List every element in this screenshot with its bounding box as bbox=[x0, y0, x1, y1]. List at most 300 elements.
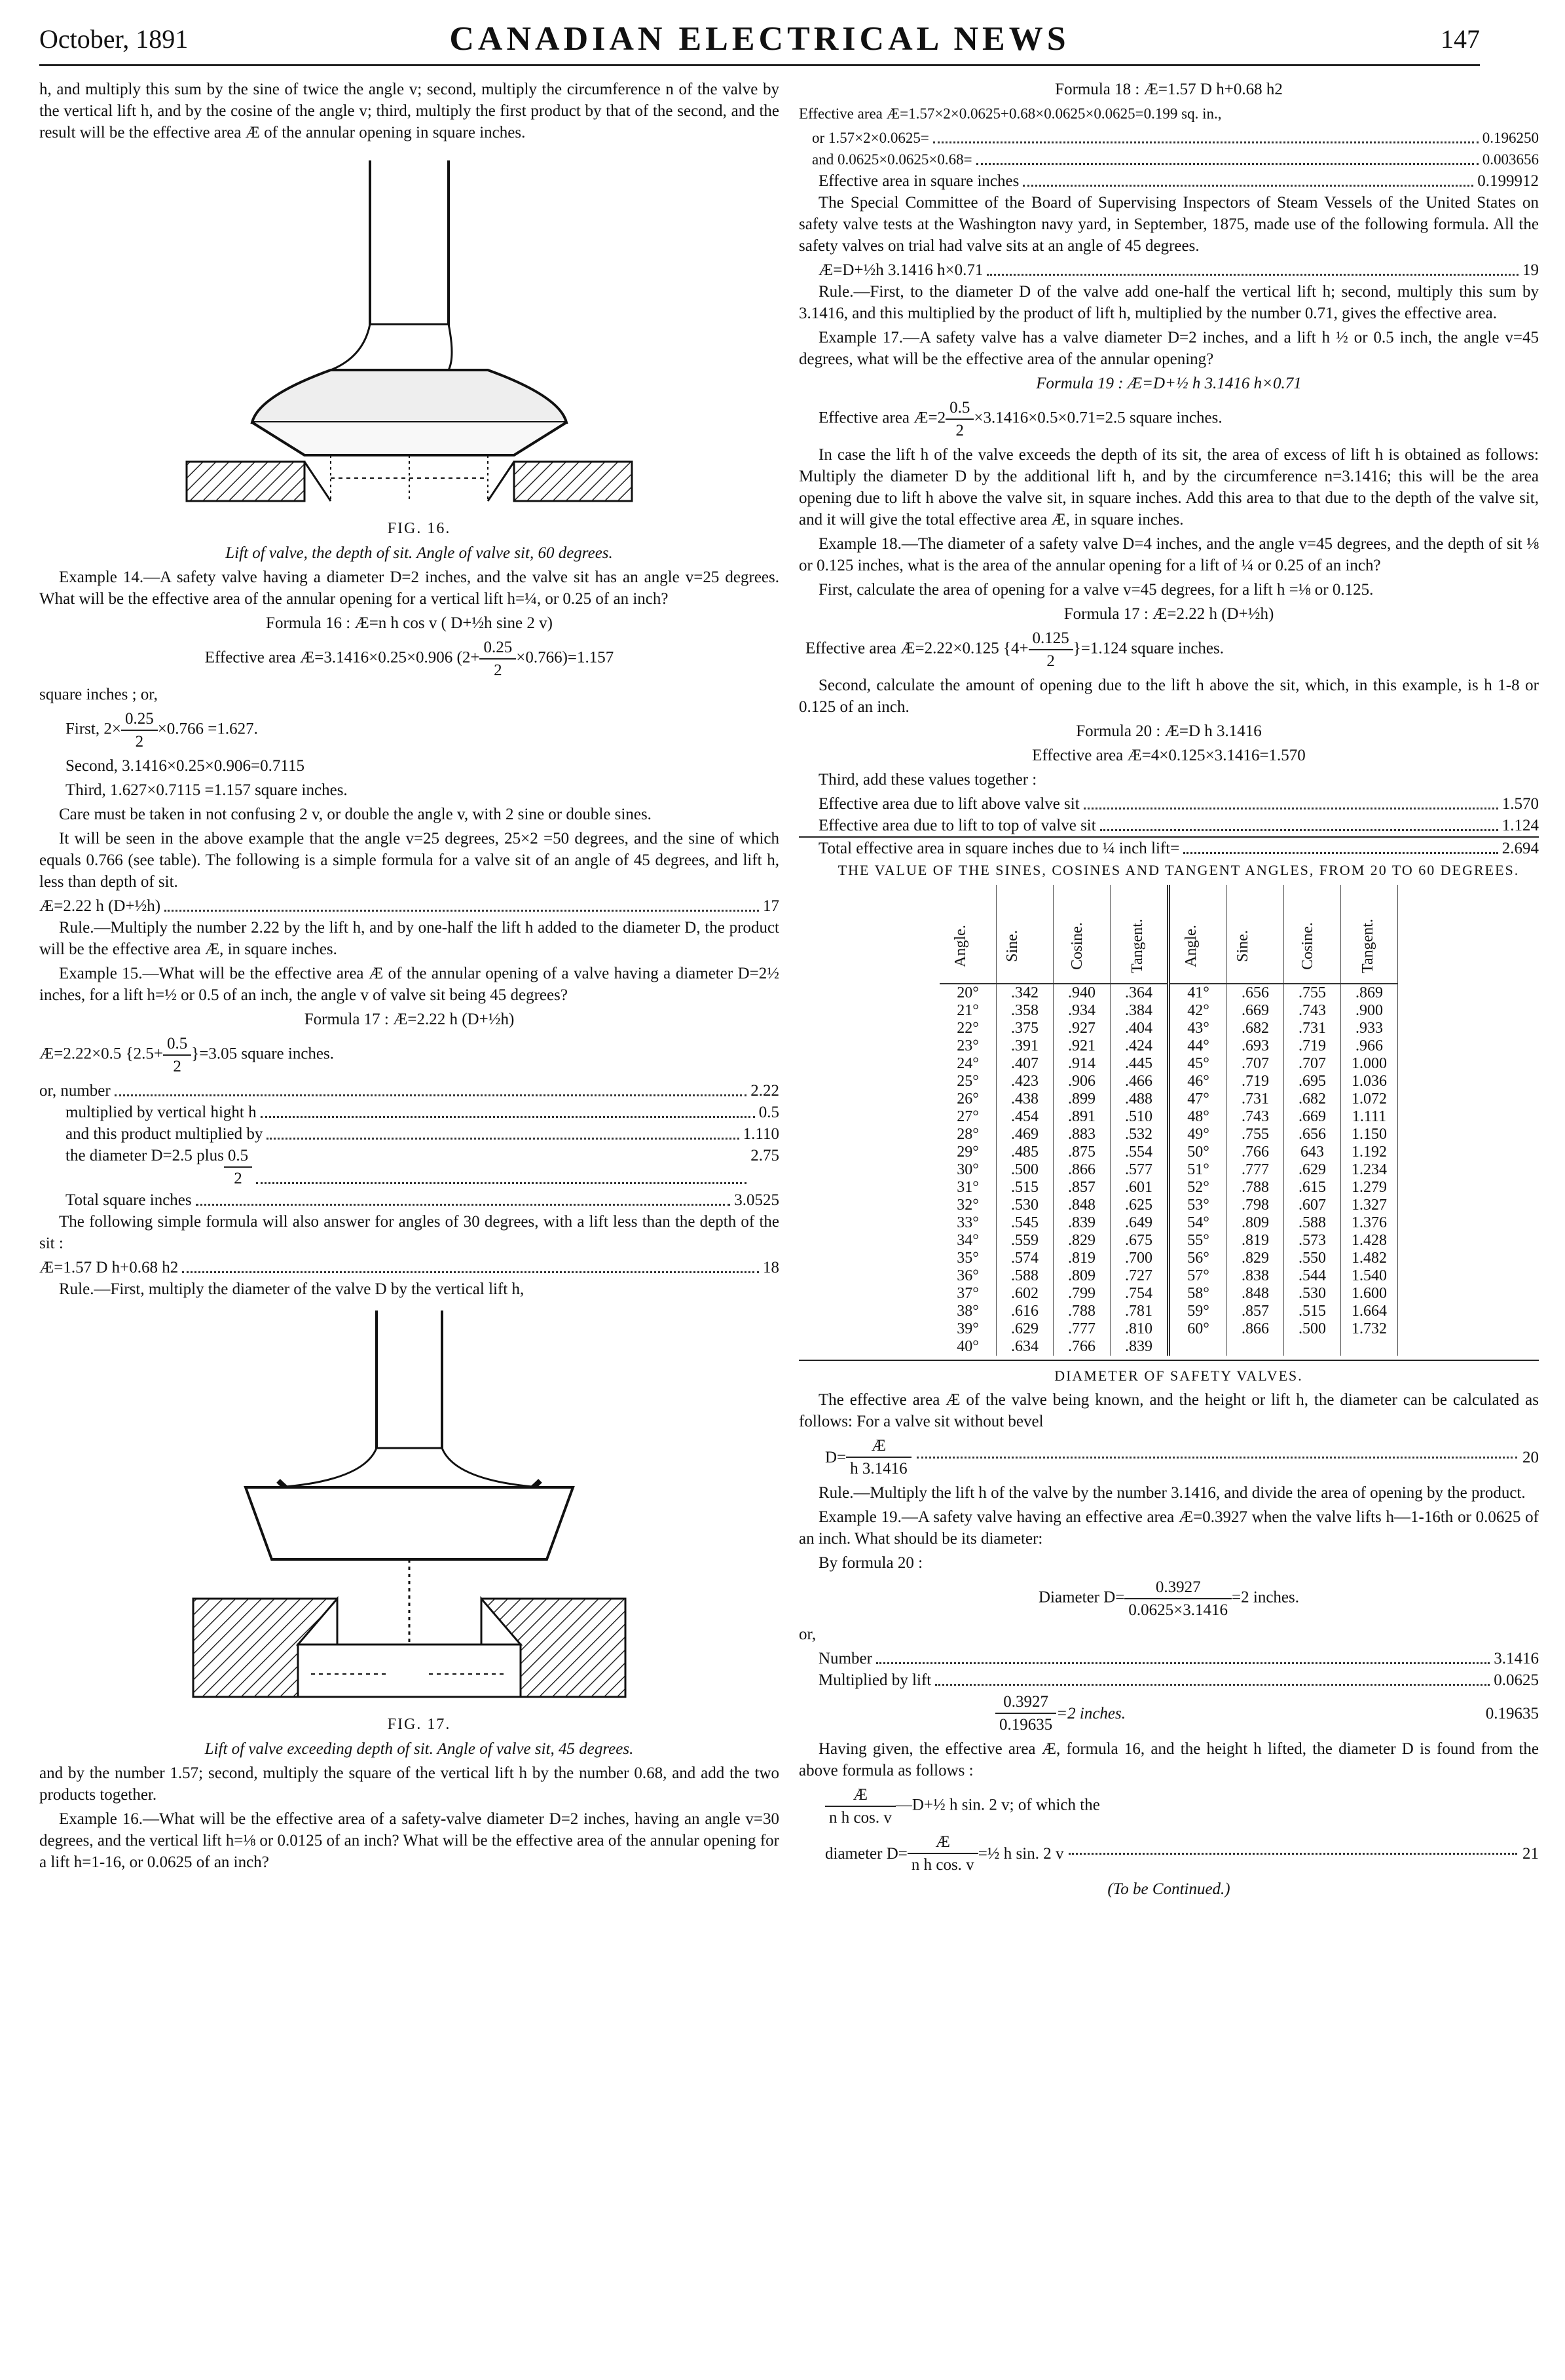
formula-20b bbox=[799, 1435, 1539, 1479]
table-cell: .682 bbox=[1227, 1020, 1284, 1037]
table-cell: .588 bbox=[997, 1267, 1054, 1285]
fraction bbox=[946, 397, 974, 441]
equation-part: —D+½ h sin. 2 v; of which the bbox=[895, 1796, 1100, 1814]
fraction bbox=[846, 1435, 911, 1479]
table-cell: .707 bbox=[1284, 1055, 1341, 1073]
fraction bbox=[163, 1033, 191, 1077]
fraction-denominator: 2 bbox=[135, 733, 144, 751]
fraction bbox=[121, 708, 158, 753]
table-cell: 1.376 bbox=[1341, 1214, 1398, 1232]
table-cell: 59° bbox=[1169, 1303, 1227, 1320]
table-cell: .839 bbox=[1111, 1338, 1169, 1356]
table-cell: .625 bbox=[1111, 1197, 1169, 1214]
table-cell: .669 bbox=[1284, 1108, 1341, 1126]
fraction-numerator: 0.5 bbox=[946, 397, 974, 420]
table-cell: .601 bbox=[1111, 1179, 1169, 1197]
table-cell: .407 bbox=[997, 1055, 1054, 1073]
rule-17: Rule.—Multiply the number 2.22 by the lift h, and by one-half the lift h added to the diameter D, the product will be the effective area Æ, in square inches. bbox=[39, 919, 779, 958]
table-cell: .693 bbox=[1227, 1037, 1284, 1055]
table-cell: 40° bbox=[940, 1338, 997, 1356]
table-cell: .629 bbox=[997, 1320, 1054, 1338]
fraction-numerator: 0.125 bbox=[1029, 627, 1073, 650]
formula-18-line bbox=[39, 1257, 779, 1278]
section-heading: DIAMETER OF SAFETY VALVES. bbox=[799, 1360, 1539, 1386]
table-cell: 23° bbox=[940, 1037, 997, 1055]
table-cell: 1.192 bbox=[1341, 1144, 1398, 1161]
calc-line bbox=[799, 127, 1539, 149]
calc-total-line bbox=[799, 170, 1539, 192]
table-header: Angle. bbox=[940, 885, 997, 984]
table-cell: .466 bbox=[1111, 1073, 1169, 1090]
table-cell: 52° bbox=[1169, 1179, 1227, 1197]
fraction-numerator: Æ bbox=[825, 1784, 896, 1807]
table-cell: 1.111 bbox=[1341, 1108, 1398, 1126]
figure-17-valve-diagram bbox=[128, 1304, 691, 1710]
calc-line bbox=[799, 793, 1539, 815]
formula-number: 20 bbox=[1522, 1448, 1539, 1466]
rule-20: Rule.—Multiply the lift h of the valve by the number 3.1416, and divide the area of opening by the product. bbox=[819, 1484, 1526, 1502]
masthead-title: CANADIAN ELECTRICAL NEWS bbox=[449, 20, 1070, 58]
calc-label: Number bbox=[819, 1650, 872, 1667]
paragraph: Having given, the effective area Æ, formula 16, and the height h lifted, the diameter D is found from the above formula as follows : bbox=[799, 1740, 1539, 1779]
calc-line bbox=[39, 1102, 779, 1123]
table-cell: .755 bbox=[1227, 1126, 1284, 1144]
paragraph: Care must be taken in not confusing 2 v, or double the angle v, with 2 sine or double sines. bbox=[59, 806, 652, 823]
table-cell: 41° bbox=[1169, 984, 1227, 1002]
table-cell: .838 bbox=[1227, 1267, 1284, 1285]
table-cell: .629 bbox=[1284, 1161, 1341, 1179]
formula-number: 18 bbox=[763, 1259, 779, 1276]
fraction bbox=[479, 637, 516, 681]
formula-17-equation bbox=[39, 1033, 779, 1077]
table-row bbox=[940, 1020, 1398, 1037]
calc-label: multiplied by vertical hight h bbox=[65, 1104, 257, 1121]
table-cell: 39° bbox=[940, 1320, 997, 1338]
table-cell: 1.036 bbox=[1341, 1073, 1398, 1090]
table-cell: .682 bbox=[1284, 1090, 1341, 1108]
issue-date: October, 1891 bbox=[39, 24, 189, 54]
table-cell: .358 bbox=[997, 1002, 1054, 1020]
table-row bbox=[940, 1144, 1398, 1161]
table-row bbox=[940, 1002, 1398, 1020]
table-cell: .857 bbox=[1227, 1303, 1284, 1320]
table-cell: 46° bbox=[1169, 1073, 1227, 1090]
table-cell: .530 bbox=[1284, 1285, 1341, 1303]
table-cell: .545 bbox=[997, 1214, 1054, 1232]
formula-derivation-1 bbox=[799, 1784, 1539, 1829]
calc-label: or, number bbox=[39, 1082, 111, 1100]
equation-part: D= bbox=[825, 1448, 847, 1466]
calc-label: the diameter D=2.5 plus bbox=[65, 1147, 224, 1164]
table-cell: .809 bbox=[1227, 1214, 1284, 1232]
table-cell: .940 bbox=[1054, 984, 1111, 1002]
calc-value: 0.199912 bbox=[1477, 172, 1539, 190]
formula-number: 21 bbox=[1522, 1844, 1539, 1863]
example-14: Example 14.—A safety valve having a diameter D=2 inches, and the valve sit has an angle v=25 degrees. What will be the effective area of the annular opening for a vertical lift h=¼, or 0.25 of an inch? bbox=[39, 568, 779, 608]
table-cell: 53° bbox=[1169, 1197, 1227, 1214]
table-cell: .445 bbox=[1111, 1055, 1169, 1073]
formula-20-title: Formula 20 : Æ=D h 3.1416 bbox=[1076, 722, 1262, 740]
fraction bbox=[825, 1784, 896, 1829]
table-cell: .933 bbox=[1341, 1020, 1398, 1037]
calc-value: 3.1416 bbox=[1494, 1650, 1539, 1667]
table-cell: .781 bbox=[1111, 1303, 1169, 1320]
figure-17-number: FIG. 17. bbox=[387, 1716, 451, 1733]
table-header: Tangent. bbox=[1111, 885, 1169, 984]
table-header: Sine. bbox=[1227, 885, 1284, 984]
formula-number: 19 bbox=[1522, 261, 1539, 279]
formula-17-line bbox=[39, 895, 779, 917]
example-19: Example 19.—A safety valve having an effective area Æ=0.3927 when the valve lifts h—1-16th or 0.0625 of an inch. What should be its diameter: bbox=[799, 1508, 1539, 1548]
table-cell: .766 bbox=[1227, 1144, 1284, 1161]
table-cell: .695 bbox=[1284, 1073, 1341, 1090]
left-column bbox=[39, 79, 779, 1876]
fraction-denominator: 2 bbox=[173, 1058, 181, 1075]
calc-value: 2.75 bbox=[750, 1147, 779, 1164]
example-15: Example 15.—What will be the effective area Æ of the annular opening of a valve having a diameter D=2½ inches, for a lift h=½ or 0.5 of an inch, the angle v of valve sit being 45 degrees? bbox=[39, 965, 779, 1004]
formula-21 bbox=[799, 1831, 1539, 1876]
paragraph: The following simple formula will also answer for angles of 30 degrees, with a lift less than the depth of the sit : bbox=[39, 1213, 779, 1252]
table-cell: .454 bbox=[997, 1108, 1054, 1126]
table-row bbox=[940, 1197, 1398, 1214]
table-cell: .700 bbox=[1111, 1250, 1169, 1267]
equation-part: }=1.124 square inches. bbox=[1073, 639, 1224, 658]
fraction-numerator: Æ bbox=[908, 1831, 978, 1854]
table-cell: .669 bbox=[1227, 1002, 1284, 1020]
table-cell: 60° bbox=[1169, 1320, 1227, 1338]
rule-18: Rule.—First, multiply the diameter of the valve D by the vertical lift h, bbox=[59, 1280, 525, 1298]
table-header: Sine. bbox=[997, 885, 1054, 984]
table-cell: .532 bbox=[1111, 1126, 1169, 1144]
figure-16-number: FIG. 16. bbox=[387, 520, 451, 537]
table-cell: .577 bbox=[1111, 1161, 1169, 1179]
table-cell: 26° bbox=[940, 1090, 997, 1108]
trig-table bbox=[940, 885, 1398, 1356]
diameter-equation bbox=[799, 1576, 1539, 1621]
calc-line bbox=[39, 1123, 779, 1145]
table-cell: 48° bbox=[1169, 1108, 1227, 1126]
fraction bbox=[908, 1831, 978, 1876]
table-cell: .485 bbox=[997, 1144, 1054, 1161]
table-cell: .424 bbox=[1111, 1037, 1169, 1055]
equation-part: diameter D= bbox=[825, 1844, 908, 1863]
table-cell: .515 bbox=[997, 1179, 1054, 1197]
example-18: Example 18.—The diameter of a safety valve D=4 inches, and the angle v=45 degrees, and the depth of sit ⅛ or 0.125 inches, what is the area of the annular opening for a lift of ¼ or 0.25 of an inch? bbox=[799, 535, 1539, 574]
page-number: 147 bbox=[1441, 24, 1480, 54]
table-cell: 643 bbox=[1284, 1144, 1341, 1161]
formula-text: Æ=2.22 h (D+½h) bbox=[39, 897, 161, 915]
table-cell: .423 bbox=[997, 1073, 1054, 1090]
table-cell: 57° bbox=[1169, 1267, 1227, 1285]
calc-value: 1.570 bbox=[1501, 795, 1539, 813]
table-cell: 28° bbox=[940, 1126, 997, 1144]
table-cell: .766 bbox=[1054, 1338, 1111, 1356]
table-cell: .883 bbox=[1054, 1126, 1111, 1144]
calc-value: 2.694 bbox=[1501, 840, 1539, 857]
equation-part: Effective area Æ=2.22×0.125 {4+ bbox=[805, 639, 1029, 658]
table-cell: .743 bbox=[1227, 1108, 1284, 1126]
table-cell: .500 bbox=[997, 1161, 1054, 1179]
table-cell bbox=[1284, 1338, 1341, 1356]
formula-17-title: Formula 17 : Æ=2.22 h (D+½h) bbox=[1063, 605, 1274, 623]
table-cell: .438 bbox=[997, 1090, 1054, 1108]
table-cell: 42° bbox=[1169, 1002, 1227, 1020]
table-row bbox=[940, 1232, 1398, 1250]
table-title: THE VALUE OF THE SINES, COSINES AND TANGENT ANGLES, FROM 20 TO 60 DEGREES. bbox=[838, 862, 1520, 878]
equation-part: ×0.766)=1.157 bbox=[516, 648, 614, 667]
table-cell: .469 bbox=[997, 1126, 1054, 1144]
fraction bbox=[224, 1145, 252, 1189]
table-cell: 44° bbox=[1169, 1037, 1227, 1055]
table-row bbox=[940, 1090, 1398, 1108]
calc-line bbox=[799, 815, 1539, 838]
fraction-numerator: 0.25 bbox=[121, 708, 158, 731]
table-cell: 1.327 bbox=[1341, 1197, 1398, 1214]
table-cell: 1.600 bbox=[1341, 1285, 1398, 1303]
formula-19-line bbox=[799, 259, 1539, 281]
equation-part: ×3.1416×0.5×0.71=2.5 square inches. bbox=[974, 409, 1223, 427]
fraction-denominator: 0.19635 bbox=[999, 1716, 1053, 1734]
formula-19-equation bbox=[799, 397, 1539, 441]
table-cell: .731 bbox=[1284, 1020, 1341, 1037]
calc-first bbox=[39, 708, 779, 753]
table-cell: .914 bbox=[1054, 1055, 1111, 1073]
fraction-denominator: 2 bbox=[1046, 652, 1055, 670]
table-cell: .574 bbox=[997, 1250, 1054, 1267]
paragraph: h, and multiply this sum by the sine of twice the angle v; second, multiply the circumference n of the valve by the vertical lift h, and by the cosine of the angle v; third, multiply the first product by that of the second, and the result will be the effective area Æ of the annular opening in square inches. bbox=[39, 81, 779, 141]
table-cell: .829 bbox=[1054, 1232, 1111, 1250]
table-cell: 1.000 bbox=[1341, 1055, 1398, 1073]
table-cell: 55° bbox=[1169, 1232, 1227, 1250]
table-cell: .588 bbox=[1284, 1214, 1341, 1232]
table-cell: .573 bbox=[1284, 1232, 1341, 1250]
table-cell: .656 bbox=[1227, 984, 1284, 1002]
table-cell: 30° bbox=[940, 1161, 997, 1179]
calc-line bbox=[799, 1669, 1539, 1691]
table-cell: .607 bbox=[1284, 1197, 1341, 1214]
table-row bbox=[940, 1267, 1398, 1285]
equation-part: =2 inches. bbox=[1232, 1588, 1299, 1607]
table-cell: .866 bbox=[1054, 1161, 1111, 1179]
table-cell: .819 bbox=[1054, 1250, 1111, 1267]
formula-text: Æ=D+½h 3.1416 h×0.71 bbox=[819, 261, 984, 279]
table-cell: 1.279 bbox=[1341, 1179, 1398, 1197]
table-cell: 21° bbox=[940, 1002, 997, 1020]
table-cell: .727 bbox=[1111, 1267, 1169, 1285]
figure-16-valve-diagram bbox=[141, 147, 678, 514]
table-cell: 45° bbox=[1169, 1055, 1227, 1073]
table-cell: 1.150 bbox=[1341, 1126, 1398, 1144]
calc-label: and 0.0625×0.0625×0.68= bbox=[812, 151, 972, 168]
table-cell: .731 bbox=[1227, 1090, 1284, 1108]
rule-19: Rule.—First, to the diameter D of the valve add one-half the vertical lift h; second, multiply this sum by 3.1416, and this multiplied by the product of lift h, multiplied by the number 0.71, gives the effective area. bbox=[799, 283, 1539, 322]
table-cell: .921 bbox=[1054, 1037, 1111, 1055]
fraction-numerator: 0.5 bbox=[224, 1145, 252, 1168]
table-row bbox=[940, 1161, 1398, 1179]
table-cell: .788 bbox=[1054, 1303, 1111, 1320]
table-row bbox=[940, 1055, 1398, 1073]
calc-label: and this product multiplied by bbox=[65, 1125, 263, 1143]
table-row bbox=[940, 1179, 1398, 1197]
fraction-numerator: 0.5 bbox=[163, 1033, 191, 1056]
table-cell: 1.234 bbox=[1341, 1161, 1398, 1179]
table-cell: .559 bbox=[997, 1232, 1054, 1250]
table-header: Tangent. bbox=[1341, 885, 1398, 984]
fraction-numerator: 0.3927 bbox=[995, 1691, 1056, 1714]
table-row bbox=[940, 1250, 1398, 1267]
table-cell: 32° bbox=[940, 1197, 997, 1214]
table-cell: .777 bbox=[1227, 1161, 1284, 1179]
table-cell: .839 bbox=[1054, 1214, 1111, 1232]
table-cell: .719 bbox=[1284, 1037, 1341, 1055]
table-cell: .544 bbox=[1284, 1267, 1341, 1285]
calc-value: 0.5 bbox=[758, 1104, 779, 1121]
fraction-numerator: 0.25 bbox=[479, 637, 516, 660]
continued-note: (To be Continued.) bbox=[1107, 1880, 1230, 1898]
table-cell: .927 bbox=[1054, 1020, 1111, 1037]
formula-number: 17 bbox=[763, 897, 779, 915]
table-header: Cosine. bbox=[1054, 885, 1111, 984]
table-cell: .934 bbox=[1054, 1002, 1111, 1020]
formula-16-title: Formula 16 : Æ=n h cos v ( D+½h sine 2 v) bbox=[266, 614, 553, 632]
table-cell: 49° bbox=[1169, 1126, 1227, 1144]
formula-17-title: Formula 17 : Æ=2.22 h (D+½h) bbox=[304, 1011, 515, 1028]
figure-17-caption: Lift of valve exceeding depth of sit. Angle of valve sit, 45 degrees. bbox=[204, 1740, 634, 1758]
table-cell: .891 bbox=[1054, 1108, 1111, 1126]
calc-label: Effective area due to lift to top of valve sit bbox=[819, 817, 1096, 834]
fraction-denominator: n h cos. v bbox=[911, 1856, 974, 1874]
table-cell: .810 bbox=[1111, 1320, 1169, 1338]
table-cell: 29° bbox=[940, 1144, 997, 1161]
table-cell: .615 bbox=[1284, 1179, 1341, 1197]
table-header: Cosine. bbox=[1284, 885, 1341, 984]
table-cell: .719 bbox=[1227, 1073, 1284, 1090]
formula-20-equation: Effective area Æ=4×0.125×3.1416=1.570 bbox=[1032, 747, 1306, 764]
table-cell: 1.540 bbox=[1341, 1267, 1398, 1285]
equation-part: First, 2× bbox=[65, 720, 121, 738]
table-cell: .375 bbox=[997, 1020, 1054, 1037]
equation-part: Æ=2.22×0.5 {2.5+ bbox=[39, 1045, 164, 1063]
figure-16-caption: Lift of valve, the depth of sit. Angle of valve sit, 60 degrees. bbox=[225, 544, 613, 562]
table-cell: .364 bbox=[1111, 984, 1169, 1002]
table-row bbox=[940, 1037, 1398, 1055]
table-cell: 1.482 bbox=[1341, 1250, 1398, 1267]
calc-label: Total effective area in square inches due to ¼ inch lift= bbox=[819, 840, 1180, 857]
calc-value: 1.124 bbox=[1501, 817, 1539, 834]
table-cell: 43° bbox=[1169, 1020, 1227, 1037]
table-cell: .634 bbox=[997, 1338, 1054, 1356]
calc-value: 0.0625 bbox=[1494, 1671, 1539, 1689]
calc-value: 0.196250 bbox=[1482, 130, 1539, 146]
paragraph: It will be seen in the above example that the angle v=25 degrees, 25×2 =50 degrees, and the sine of which equals 0.766 (see table). The following is a simple formula for a valve sit of an angle of 45 degrees, and lift h, less than depth of sit. bbox=[39, 830, 779, 891]
table-cell: .755 bbox=[1284, 984, 1341, 1002]
table-cell: 1.664 bbox=[1341, 1303, 1398, 1320]
table-cell: 36° bbox=[940, 1267, 997, 1285]
table-cell: .899 bbox=[1054, 1090, 1111, 1108]
table-cell: .530 bbox=[997, 1197, 1054, 1214]
fraction-denominator: 0.0625×3.1416 bbox=[1128, 1601, 1228, 1619]
paragraph: square inches ; or, bbox=[39, 686, 158, 703]
table-cell: 22° bbox=[940, 1020, 997, 1037]
table-row bbox=[940, 1214, 1398, 1232]
table-cell: 1.428 bbox=[1341, 1232, 1398, 1250]
fraction bbox=[1029, 627, 1073, 672]
table-cell: .809 bbox=[1054, 1267, 1111, 1285]
table-cell: .966 bbox=[1341, 1037, 1398, 1055]
table-cell: .743 bbox=[1284, 1002, 1341, 1020]
equation-part: Diameter D= bbox=[1039, 1588, 1125, 1607]
paragraph: and by the number 1.57; second, multiply the square of the vertical lift h by the number 0.68, and add the two products together. bbox=[39, 1764, 779, 1804]
paragraph: Third, add these values together : bbox=[819, 771, 1037, 789]
table-row bbox=[940, 1073, 1398, 1090]
table-cell: .819 bbox=[1227, 1232, 1284, 1250]
table-cell: .799 bbox=[1054, 1285, 1111, 1303]
table-cell: .656 bbox=[1284, 1126, 1341, 1144]
table-cell: .857 bbox=[1054, 1179, 1111, 1197]
table-row bbox=[940, 1126, 1398, 1144]
fraction-denominator: 2 bbox=[494, 661, 502, 679]
table-cell: .500 bbox=[1284, 1320, 1341, 1338]
fraction-denominator: 2 bbox=[955, 422, 964, 439]
table-cell: 31° bbox=[940, 1179, 997, 1197]
equation-part: Effective area Æ=2 bbox=[819, 409, 946, 427]
calc-label: Effective area due to lift above valve sit bbox=[819, 795, 1080, 813]
table-cell: .848 bbox=[1054, 1197, 1111, 1214]
table-cell bbox=[1227, 1338, 1284, 1356]
paragraph: or, bbox=[799, 1626, 817, 1643]
table-cell: .515 bbox=[1284, 1303, 1341, 1320]
fraction-denominator: 2 bbox=[234, 1170, 242, 1187]
table-cell: .798 bbox=[1227, 1197, 1284, 1214]
table-cell: 58° bbox=[1169, 1285, 1227, 1303]
fraction-numerator: 0.3927 bbox=[1124, 1576, 1232, 1599]
table-cell: 56° bbox=[1169, 1250, 1227, 1267]
formula-18-title: Formula 18 : Æ=1.57 D h+0.68 h2 bbox=[1055, 81, 1283, 98]
table-row bbox=[940, 984, 1398, 1002]
table-cell: 47° bbox=[1169, 1090, 1227, 1108]
table-cell bbox=[1341, 1338, 1398, 1356]
formula-19-title: Formula 19 : Æ=D+½ h 3.1416 h×0.71 bbox=[1036, 375, 1302, 392]
table-cell: .754 bbox=[1111, 1285, 1169, 1303]
table-cell: 34° bbox=[940, 1232, 997, 1250]
page-header bbox=[39, 20, 1480, 65]
table-cell: .875 bbox=[1054, 1144, 1111, 1161]
calc-line: Effective area Æ=1.57×2×0.0625+0.68×0.0625×0.0625=0.199 sq. in., bbox=[799, 105, 1222, 122]
calc-line bbox=[799, 1648, 1539, 1669]
table-cell: 24° bbox=[940, 1055, 997, 1073]
header-rule bbox=[39, 64, 1480, 66]
paragraph: The Special Committee of the Board of Supervising Inspectors of Steam Vessels of the United States on safety valve tests at the Washington navy yard, in September, 1875, made use of the following formula. All the safety valves on trial had valve sits at an angle of 45 degrees. bbox=[799, 194, 1539, 255]
formula-17-equation bbox=[799, 627, 1539, 672]
table-cell: .342 bbox=[997, 984, 1054, 1002]
calc-label: Multiplied by lift bbox=[819, 1671, 932, 1689]
table-cell: .488 bbox=[1111, 1090, 1169, 1108]
calc-second: Second, 3.1416×0.25×0.906=0.7115 bbox=[65, 757, 304, 775]
table-cell: .788 bbox=[1227, 1179, 1284, 1197]
equation-part: =2 inches. bbox=[1056, 1704, 1126, 1722]
calc-label: Effective area in square inches bbox=[819, 172, 1020, 190]
paragraph: In case the lift h of the valve exceeds the depth of its sit, the area of excess of lift h is obtained as follows: Multiply the diameter D by the additional lift h, and by the circumference n=3.1416; this will be the area opening due to lift h above the valve sit, in square inches. Add this area to that due to the depth of the valve sit, and it will give the total effective area Æ, in square inches. bbox=[799, 446, 1539, 529]
fraction-denominator: h 3.1416 bbox=[850, 1460, 908, 1478]
calc-label: Total square inches bbox=[65, 1191, 192, 1209]
table-cell: 37° bbox=[940, 1285, 997, 1303]
equation-part: ×0.766 =1.627. bbox=[157, 720, 258, 738]
table-header-row bbox=[940, 885, 1398, 984]
example-16: Example 16.—What will be the effective area of a safety-valve diameter D=2 inches, having an angle v=30 degrees, and the vertical lift h=⅛ or 0.0125 of an inch? What will be the effective area of the annular opening for a lift h=1-16, or 0.0625 of an inch? bbox=[39, 1810, 779, 1871]
table-cell: .384 bbox=[1111, 1002, 1169, 1020]
example-17: Example 17.—A safety valve has a valve diameter D=2 inches, and a lift h ½ or 0.5 inch, the angle v=45 degrees, what will be the effective area of the annular opening? bbox=[799, 329, 1539, 368]
table-cell: 50° bbox=[1169, 1144, 1227, 1161]
